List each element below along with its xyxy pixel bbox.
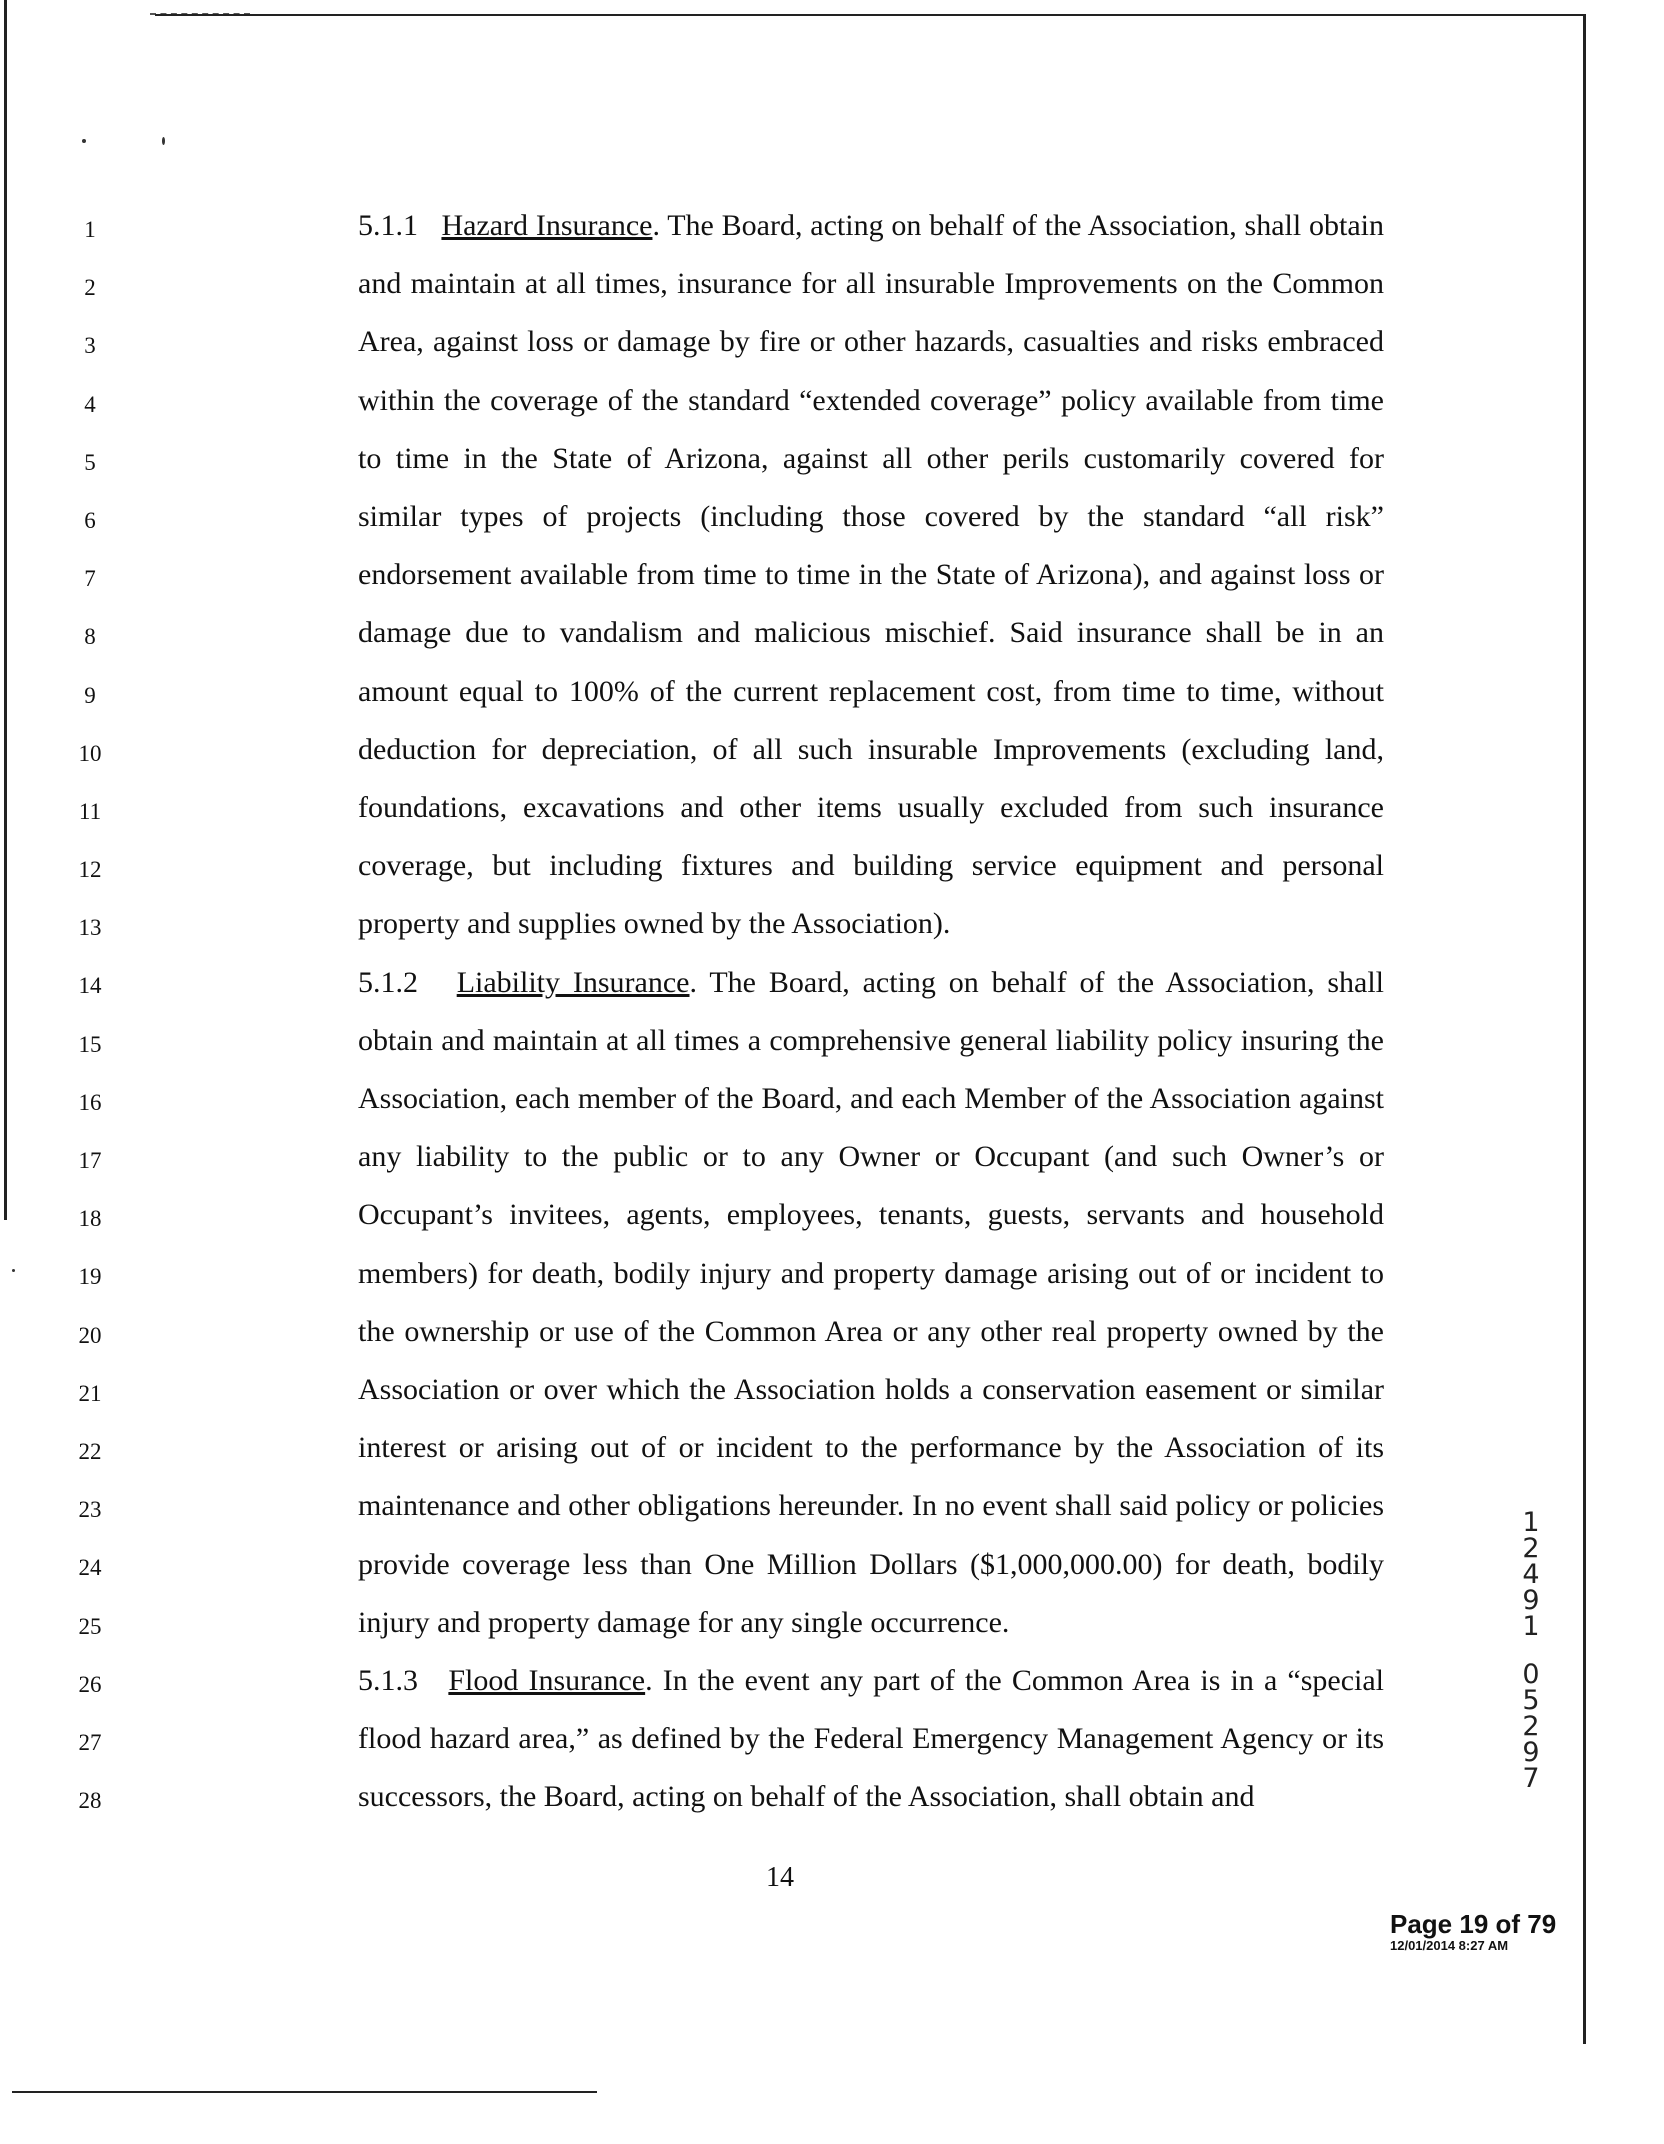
line-number: 28	[78, 1788, 102, 1814]
line-number: 17	[78, 1148, 102, 1173]
line-number: 5	[84, 449, 96, 475]
section-text: . The Board, acting on behalf of the Association, shall obtain and maintain at all times a comprehensive general liability policy insuring the Association, each member of the Board, and each Member of the Association against any liability to the public or to any Owner or Occupant (and such Owner’s or Occupant’s invitees, agents, employees, tenants, guests, servants and household members) for death, bodily injury and property damage arising out of or incident to the ownership or use of the Common Area or any other real property owned by the Association or over which the Association holds a conservation easement or similar interest or arising out of or incident to the performance by the Association of its maintenance and other obligations hereunder. In no event shall said policy or policies provide coverage less than One Million Dollars ($1,000,000.00) for death, bodily injury and property damage for any single occurrence.	[358, 965, 1385, 1639]
line-number: 4	[84, 391, 96, 417]
right-border-line	[1583, 14, 1586, 2044]
line-number: 7	[84, 566, 96, 592]
line-number: 16	[78, 1089, 102, 1115]
line-number: 24	[78, 1555, 102, 1581]
line-number: 3	[84, 333, 96, 359]
recording-digit: 9	[1522, 1737, 1540, 1768]
recording-digit: 2	[1522, 1711, 1540, 1742]
section-heading: Liability Insurance	[456, 965, 690, 999]
line-number: 27	[78, 1729, 102, 1755]
line-number: 23	[78, 1497, 102, 1523]
section-hazard-insurance	[172, 197, 1384, 954]
left-border-line	[4, 0, 7, 1220]
section-heading: Hazard Insurance	[441, 209, 653, 242]
section-heading: Flood Insurance	[448, 1664, 646, 1698]
line-number: 6	[84, 507, 96, 533]
bottom-border-line	[12, 2091, 597, 2093]
line-number: 12	[78, 857, 102, 883]
recording-digit: 5	[1522, 1685, 1540, 1716]
line-number: 14	[78, 973, 102, 999]
recording-digit: 2	[1522, 1533, 1540, 1564]
section-text: . In the event any part of the Common Area is in a “special flood hazard area,” as defined by the Federal Emergency Management Agency or its successors, the Board, acting on behalf of the Association, shall obtain and	[358, 1664, 1385, 1814]
line-number: 11	[78, 798, 102, 824]
section-text: . The Board, acting on behalf of the Association, shall obtain and maintain at all times, insurance for all insurable Improvements on the Common Area, against loss or damage by fire or other hazards, casualties and risks embraced within the coverage of the standard “extended coverage” policy available from time to time in the State of Arizona, against all other perils customarily covered for similar types of projects (including those covered by the standard “all risk” endorsement available from time to time in the State of Arizona), and against loss or damage due to vandalism and malicious mischief. Said insurance shall be in an amount equal to 100% of the current replacement cost, from time to time, without deduction for depreciation, of all such insurable Improvements (excluding land, foundations, excavations and other items usually excluded from such insurance coverage, but including fixtures and building service equipment and personal property and supplies owned by the Association).	[358, 209, 1385, 941]
line-numbers	[70, 201, 110, 1830]
line-number: 21	[78, 1380, 102, 1406]
section-number: 5.1.3	[358, 1664, 418, 1698]
line-number: 13	[78, 915, 102, 941]
line-number: 25	[78, 1613, 102, 1639]
stamp-datetime: 12/01/2014 8:27 AM	[1390, 1938, 1509, 1953]
section-number: 5.1.1	[358, 209, 418, 242]
line-number: 22	[78, 1438, 102, 1464]
recording-digit: 0	[1522, 1659, 1540, 1690]
line-number: 26	[78, 1671, 102, 1697]
scan-speck	[12, 1269, 15, 1272]
section-flood-insurance	[172, 1652, 1384, 1827]
recording-digit: 9	[1522, 1585, 1540, 1616]
recording-number	[1516, 1507, 1546, 1794]
recording-digit: 1	[1522, 1507, 1540, 1538]
recorder-stamp	[1390, 1910, 1590, 1954]
line-number: 10	[78, 740, 102, 766]
line-number: 9	[84, 682, 96, 708]
scan-speck	[162, 137, 165, 145]
recording-digit: 7	[1522, 1763, 1540, 1794]
line-number: 8	[84, 624, 96, 650]
body-text	[172, 197, 1384, 1827]
section-number: 5.1.2	[358, 965, 418, 999]
page-number: 14	[766, 1862, 794, 1893]
line-number: 15	[78, 1031, 102, 1057]
recording-digit: 4	[1522, 1559, 1540, 1590]
stamp-page-label: Page 19 of 79	[1390, 1909, 1557, 1939]
line-number: 20	[78, 1322, 102, 1348]
line-number: 1	[84, 217, 96, 242]
scan-speck	[82, 139, 86, 143]
line-number: 2	[84, 275, 96, 301]
line-number: 18	[78, 1206, 102, 1232]
line-number: 19	[78, 1264, 102, 1290]
recording-digit: 1	[1522, 1611, 1540, 1642]
top-border-line	[155, 14, 1585, 16]
section-liability-insurance	[172, 954, 1384, 1652]
